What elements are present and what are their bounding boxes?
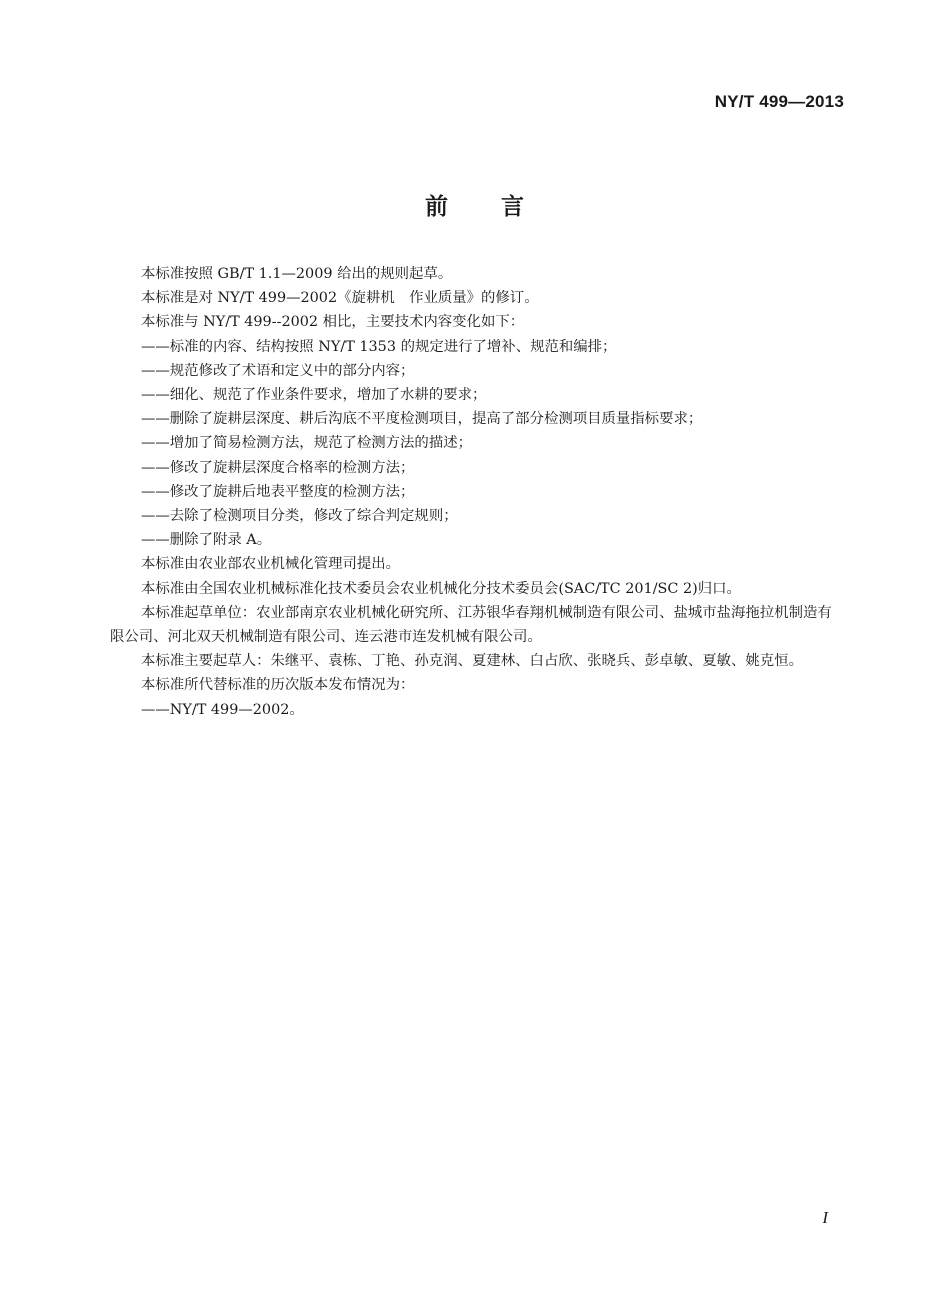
history-item-1: ——NY/T 499—2002。 (141, 701, 304, 718)
change-item-3: ——细化、规范了作业条件要求，增加了水耕的要求； (141, 387, 487, 404)
paragraph-proposer: 本标准由农业部农业机械化管理司提出。 (141, 556, 401, 573)
title-char-2: 言 (501, 194, 525, 220)
change-item-1: ——标准的内容、结构按照 NY/T 1353 的规定进行了增补、规范和编排； (141, 338, 617, 355)
paragraph-drafting-units: 本标准起草单位：农业部南京农业机械化研究所、江苏银华春翔机械制造有限公司、盐城市盐海拖拉机制造有限公司、河北双天机械制造有限公司、连云港市连发机械有限公司。 (110, 604, 832, 646)
paragraph-committee: 本标准由全国农业机械标准化技术委员会农业机械化分技术委员会(SAC/TC 201/SC 2)归口。 (141, 580, 741, 597)
title-char-1: 前 (425, 194, 449, 220)
change-item-6: ——修改了旋耕层深度合格率的检测方法； (141, 459, 415, 476)
change-item-4: ——删除了旋耕层深度、耕后沟底不平度检测项目，提高了部分检测项目质量指标要求； (141, 411, 703, 428)
paragraph-2: 本标准是对 NY/T 499—2002《旋耕机 作业质量》的修订。 (141, 290, 539, 307)
change-item-8: ——去除了检测项目分类，修改了综合判定规则； (141, 508, 458, 525)
paragraph-drafters: 本标准主要起草人：朱继平、袁栋、丁艳、孙克润、夏建林、白占欣、张晓兵、彭卓敏、夏敏、姚克恒。 (141, 653, 803, 670)
paragraph-history: 本标准所代替标准的历次版本发布情况为： (141, 677, 415, 694)
page-number: I (822, 1208, 828, 1227)
change-item-2: ——规范修改了术语和定义中的部分内容； (141, 362, 415, 379)
paragraph-3: 本标准与 NY/T 499--2002 相比，主要技术内容变化如下： (141, 314, 525, 331)
change-item-9: ——删除了附录 A。 (141, 532, 272, 549)
foreword-body (110, 262, 840, 722)
page-title (0, 188, 950, 221)
change-item-7: ——修改了旋耕后地表平整度的检测方法； (141, 483, 415, 500)
standard-code: NY/T 499—2013 (714, 92, 844, 111)
change-item-5: ——增加了简易检测方法，规范了检测方法的描述； (141, 435, 472, 452)
paragraph-1: 本标准按照 GB/T 1.1—2009 给出的规则起草。 (141, 266, 453, 282)
